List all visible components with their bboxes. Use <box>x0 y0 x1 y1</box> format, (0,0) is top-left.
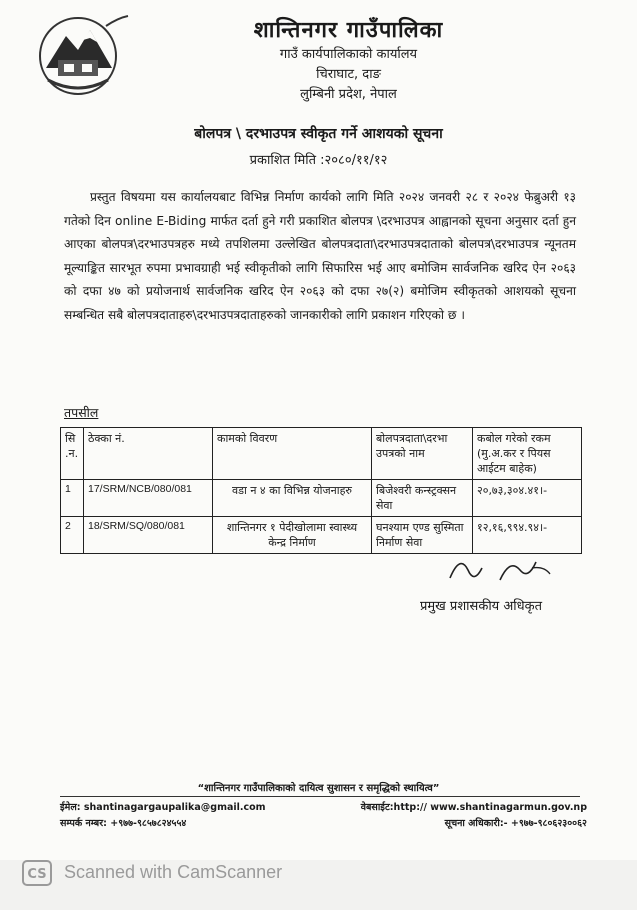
office-subtitle: गाउँ कार्यपालिकाको कार्यालय <box>279 47 418 62</box>
header-work: कामको विवरण <box>213 428 372 480</box>
details-label: तपसील <box>64 405 99 420</box>
row-bidder: बिजेश्वरी कन्स्ट्रक्सन सेवा <box>372 480 473 517</box>
row-sn: 2 <box>61 517 84 554</box>
footer-website: वेबसाईट:http:// www.shantinagarmun.gov.np <box>360 802 587 813</box>
footer-motto: “शान्तिनगर गाउँपालिकाको दायित्व सुशासन र समृद्धिको स्थायित्व” <box>197 783 440 794</box>
header-amount: कबोल गरेको रकम (मु.अ.कर र पियस आईटम बाहेक) <box>473 428 582 480</box>
signature-mark <box>440 550 560 590</box>
office-location: चिराघाट, दाङ <box>316 67 381 82</box>
camscanner-logo-icon: CS <box>22 860 52 886</box>
header-bidder: बोलपत्रदाता\दरभा उपत्रको नाम <box>372 428 473 480</box>
row-bidder: घनश्याम एण्ड सुस्मिता निर्माण सेवा <box>372 517 473 554</box>
footer-divider <box>60 796 580 797</box>
row-amount: १२,१६,९९४.९४।- <box>473 517 582 554</box>
footer-phone: सम्पर्क नम्बर: +९७७-९८५७८२४५५४ <box>60 818 187 829</box>
table-header-row <box>61 428 582 480</box>
row-contract: 18/SRM/SQ/080/081 <box>84 517 213 554</box>
row-contract: 17/SRM/NCB/080/081 <box>84 480 213 517</box>
footer-info-officer: सूचना अधिकारी:- +९७७-९८०६२३००६२ <box>444 818 587 829</box>
details-table <box>60 427 582 554</box>
row-work: वडा न ४ का विभिन्न योजनाहरु <box>213 480 372 517</box>
signatory-title: प्रमुख प्रशासकीय अधिकृत <box>420 599 543 614</box>
notice-body: प्रस्तुत विषयमा यस कार्यालयबाट विभिन्न निर्माण कार्यको लागि मिति २०२४ जनवरी २८ र २०२४ फेब्रुअरी १३ गतेको दिन online E-Biding मार्फत दर्ता हुने गरी प्रकाशित बोलपत्र \दरभाउपत्र आह्वानको सूचना अनुसार दर्ता हुन आएका बोलपत्र\दरभाउपत्रहरु मध्ये तपशिलमा उल्लेखित बोलपत्रदाता\दरभाउपत्रदाताको बोलपत्र\दरभाउपत्र न्यूनतम मूल्याङ्कित सारभूत रुपमा प्रभावग्राही भई स्वीकृतीको लागि सिफारिस भई आए बमोजिम सार्वजनिक खरिद ऐन २०६३ को दफा ४७ को प्रयोजनार्थ सार्वजनिक खरिद ऐन २०६३ को दफा २७(२) बमोजिम स्वीकृतको आशयको सूचना सम्बन्धित सबै बोलपत्रदाताहरु\दरभाउपत्रदाताहरुको जानकारीको लागि प्रकाशन गरिएको छ । <box>64 190 576 322</box>
notice-title: बोलपत्र \ दरभाउपत्र स्वीकृत गर्ने आशयको सूचना <box>194 126 443 142</box>
header-contract: ठेक्का नं. <box>84 428 213 480</box>
published-date: प्रकाशित मिति :२०८०/११/१२ <box>249 153 388 168</box>
header-sn: सि .न. <box>61 428 84 480</box>
table-row <box>61 517 582 554</box>
row-amount: २०,७३,३०४.४१।- <box>473 480 582 517</box>
office-name: शान्तिनगर गाउँपालिका <box>253 18 444 43</box>
row-work: शान्तिनगर १ पेदीखोलामा स्वास्थ्य केन्द्र निर्माण <box>213 517 372 554</box>
footer-email: ईमेल: shantinagargaupalika@gmail.com <box>60 802 266 813</box>
camscanner-watermark: Scanned with CamScanner <box>64 862 283 882</box>
office-province: लुम्बिनी प्रदेश, नेपाल <box>300 87 397 102</box>
table-row <box>61 480 582 517</box>
row-sn: 1 <box>61 480 84 517</box>
